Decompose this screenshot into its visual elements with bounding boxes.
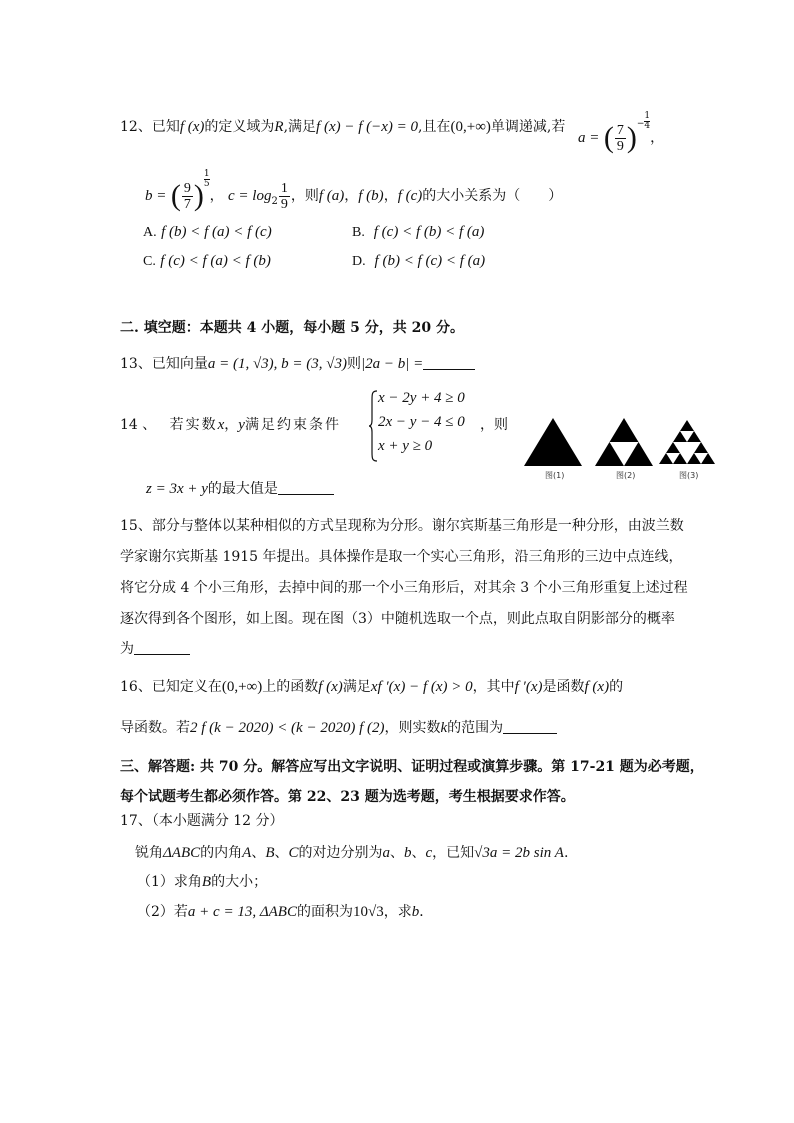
comma: ， — [383, 188, 398, 204]
small-triangle — [659, 453, 673, 464]
separator: 、 — [251, 845, 266, 861]
q12-fb: f (b) — [358, 188, 384, 204]
option-text: f (b) < f (c) < f (a) — [374, 253, 486, 269]
q17-area: 10√3 — [352, 904, 384, 920]
q15-line-2: 学家谢尔宾斯基 1915 年提出。具体操作是取一个实心三角形，沿三角形的三边中点连线， — [120, 549, 683, 565]
angle-b: B — [265, 845, 275, 861]
q13-text: 13、已知向量 — [120, 356, 208, 372]
paren-close: ) — [626, 121, 637, 154]
q17-part-2 — [137, 902, 433, 922]
option-text: f (c) < f (b) < f (a) — [373, 224, 485, 240]
q16-inequality-2: 2 f (k − 2020) < (k − 2020) f (2) — [190, 720, 385, 736]
q14-text: 的最大值是 — [207, 481, 278, 497]
comma: ， — [650, 130, 665, 146]
q17-statement — [135, 843, 568, 863]
q16-answer-blank[interactable] — [503, 719, 557, 734]
section-2-heading: 二. 填空题：本题共 4 小题，每小题 5 分，共 20 分。 — [120, 320, 464, 336]
small-triangle — [673, 453, 687, 464]
q14-line-2 — [146, 479, 334, 499]
q12-a-fraction — [615, 123, 626, 154]
section-3-heading-line-2: 每个试题考生都必须作答。第 22、23 题为选考题，考生根据要求作答。 — [120, 789, 575, 805]
q17-part-1 — [137, 872, 267, 892]
period: . — [563, 845, 569, 861]
fraction-denominator: 9 — [616, 138, 624, 154]
q16-text: 是函数 — [542, 679, 585, 695]
triangle-left — [595, 442, 624, 466]
side-b: b — [411, 904, 420, 920]
angle-a: A — [242, 845, 252, 861]
small-triangle — [701, 453, 715, 464]
q17-heading: 17、（本小题满分 12 分） — [120, 813, 284, 829]
q15-line-3: 将它分成 4 个小三角形，去掉中间的那一个小三角形后，对其余 3 个小三角形重复上述过程 — [120, 580, 688, 596]
fraction-numerator: 7 — [616, 122, 624, 138]
q17-equation: √3a = 2b sin A — [474, 845, 564, 861]
comma: ， — [224, 417, 239, 433]
log-base: 2 — [271, 196, 278, 207]
constraint-2: 2x − y − 4 ≤ 0 — [378, 414, 465, 430]
q17-text: （1）求角 — [137, 874, 202, 890]
q12-c-label: c = log — [228, 188, 272, 204]
fraction-numerator: 1 — [280, 180, 288, 196]
q16-text: 满足 — [342, 679, 371, 695]
q12-a-definition — [578, 104, 664, 158]
q14-number: 14 、 — [120, 417, 157, 433]
separator: 、 — [390, 845, 404, 861]
q12-b-exponent — [204, 170, 210, 189]
q16-text: 的 — [609, 679, 624, 695]
option-label: A. — [143, 225, 157, 240]
small-triangle — [687, 431, 701, 442]
constraint-brace — [368, 390, 378, 462]
exponent-numerator: 1 — [203, 169, 210, 179]
exponent-denominator: 4 — [644, 121, 651, 131]
angle-c: C — [288, 845, 299, 861]
q16-text: ，则实数 — [384, 720, 441, 736]
comma: ， — [209, 188, 224, 204]
figure-1 — [524, 418, 582, 466]
option-label: C. — [143, 254, 156, 269]
fraction-denominator: 9 — [280, 196, 288, 212]
q15-line-4: 逐次得到各个图形，如上图。现在图（3）中随机选取一个点，则此点取自阴影部分的概率 — [120, 611, 675, 627]
q12-even-condition: f (x) − f (−x) = 0 — [316, 119, 419, 135]
q12-line-1 — [120, 117, 565, 137]
q16-fx: f (x) — [584, 679, 610, 695]
q17-text: ，求 — [383, 904, 412, 920]
q16-interval: (0,+∞) — [221, 679, 263, 695]
constraint-1: x − 2y + 4 ≥ 0 — [378, 390, 465, 406]
figure-caption-2: 图(2) — [616, 471, 636, 480]
q14-line-1 — [120, 415, 341, 435]
constraint-3: x + y ≥ 0 — [378, 438, 433, 454]
q12-option-a — [143, 222, 272, 243]
q12-option-b — [352, 222, 484, 243]
exponent-denominator: 5 — [203, 179, 210, 189]
section-3-heading-line-1: 三、解答题: 共 70 分。解答应写出文字说明、证明过程或演算步骤。第 17-21 题为必考题， — [120, 759, 704, 775]
q12-interval: (0,+∞) — [450, 119, 491, 135]
q17-text: （2）若 — [137, 904, 188, 920]
q12-text: 的大小关系为（ ） — [422, 188, 563, 204]
option-text: f (c) < f (a) < f (b) — [160, 253, 271, 269]
q12-text: 的定义域为 — [204, 119, 275, 135]
q12-number: 12、 — [120, 119, 152, 135]
small-triangle — [694, 442, 708, 453]
triangle-top — [610, 418, 639, 442]
q17-text: 的内角 — [200, 845, 243, 861]
small-triangle — [666, 442, 680, 453]
q12-text: ，则 — [290, 188, 319, 204]
q14-text: 若实数 — [169, 417, 218, 433]
small-triangle — [687, 453, 701, 464]
q13-vectors: a = (1, √3), b = (3, √3) — [207, 356, 348, 372]
q16-line-1 — [120, 677, 623, 697]
q16-inequality: xf ′(x) − f (x) > 0 — [370, 679, 473, 695]
q15-line-5 — [120, 639, 190, 659]
separator: 、 — [274, 845, 289, 861]
q15-line-1: 15、部分与整体以某种相似的方式呈现称为分形。谢尔宾斯基三角形是一种分形，由波兰数 — [120, 518, 684, 534]
fraction-denominator: 7 — [183, 196, 191, 212]
q12-text: ,且在 — [418, 119, 451, 135]
q17-text: 锐角 — [135, 845, 163, 861]
q12-b-label: b = — [145, 188, 167, 204]
q16-text: 导函数。若 — [120, 720, 190, 736]
q12-domain: R — [274, 119, 284, 135]
q14-objective: z = 3x + y — [146, 481, 208, 497]
exponent-numerator: 1 — [644, 111, 651, 121]
paren-open: ( — [603, 121, 614, 154]
fraction-numerator: 9 — [183, 180, 191, 196]
q12-fx: f (x) — [179, 119, 205, 135]
q12-fa: f (a) — [318, 188, 345, 204]
q12-option-c — [143, 251, 271, 272]
q16-text: ，其中 — [472, 679, 515, 695]
q12-fc: f (c) — [397, 188, 423, 204]
q14-y: y — [238, 417, 245, 433]
q12-line-2 — [145, 170, 562, 222]
q12-option-d — [352, 251, 485, 272]
exponent-sign: − — [636, 119, 645, 129]
q16-fx: f (x) — [318, 679, 343, 695]
q14-then: ，则 — [480, 417, 508, 433]
angle-b: B — [201, 874, 212, 890]
q14-text: 满足约束条件 — [244, 417, 341, 433]
paren-open: ( — [170, 179, 181, 212]
side-a: a — [382, 845, 390, 861]
figure-2 — [595, 418, 653, 466]
q12-a-label: a = — [578, 130, 600, 146]
figure-3 — [659, 420, 715, 464]
q16-line-2 — [120, 718, 557, 738]
period: ． — [419, 904, 434, 920]
q17-text: 的面积为 — [296, 904, 353, 920]
separator: 、 — [411, 845, 426, 861]
q14-x: x — [217, 417, 225, 433]
paren-close: ) — [193, 179, 204, 212]
q17-triangle: ΔABC — [163, 845, 201, 861]
q16-text: 的范围为 — [447, 720, 504, 736]
q16-derivative: f ′(x) — [514, 679, 543, 695]
q15-answer-blank[interactable] — [134, 640, 190, 655]
q15-text: 为 — [120, 641, 134, 657]
q17-text: 的大小； — [211, 874, 268, 890]
q14-answer-blank[interactable] — [278, 480, 334, 495]
triangle-right — [624, 442, 653, 466]
q12-text: ,满足 — [283, 119, 317, 135]
small-triangle — [673, 431, 687, 442]
q17-condition: a + c = 13, ΔABC — [187, 904, 297, 920]
solid-triangle — [524, 418, 582, 466]
q17-text: 的对边分别为 — [298, 845, 383, 861]
side-c: c — [425, 845, 433, 861]
q16-text: 16、已知定义在 — [120, 679, 222, 695]
option-label: B. — [352, 225, 365, 240]
q13-expression: |2a − b| = — [361, 356, 424, 372]
q16-text: 上的函数 — [262, 679, 319, 695]
q12-a-exponent — [644, 112, 650, 131]
q13-answer-blank[interactable] — [423, 355, 475, 370]
q12-text: 单调递减,若 — [490, 119, 566, 135]
figure-caption-3: 图(3) — [679, 471, 699, 480]
q17-text: ，已知 — [432, 845, 475, 861]
sierpinski-figures — [520, 412, 725, 482]
figure-caption-1: 图(1) — [545, 471, 565, 480]
q12-b-fraction — [182, 181, 193, 212]
q13-line — [120, 354, 475, 374]
small-triangle — [680, 420, 694, 431]
q16-k: k — [440, 720, 448, 736]
q13-text: 则 — [347, 356, 362, 372]
q12-c-fraction — [279, 181, 290, 212]
option-label: D. — [352, 254, 366, 269]
option-text: f (b) < f (a) < f (c) — [161, 224, 272, 240]
side-b: b — [404, 845, 412, 861]
q12-text: 已知 — [151, 119, 180, 135]
comma: ， — [344, 188, 359, 204]
